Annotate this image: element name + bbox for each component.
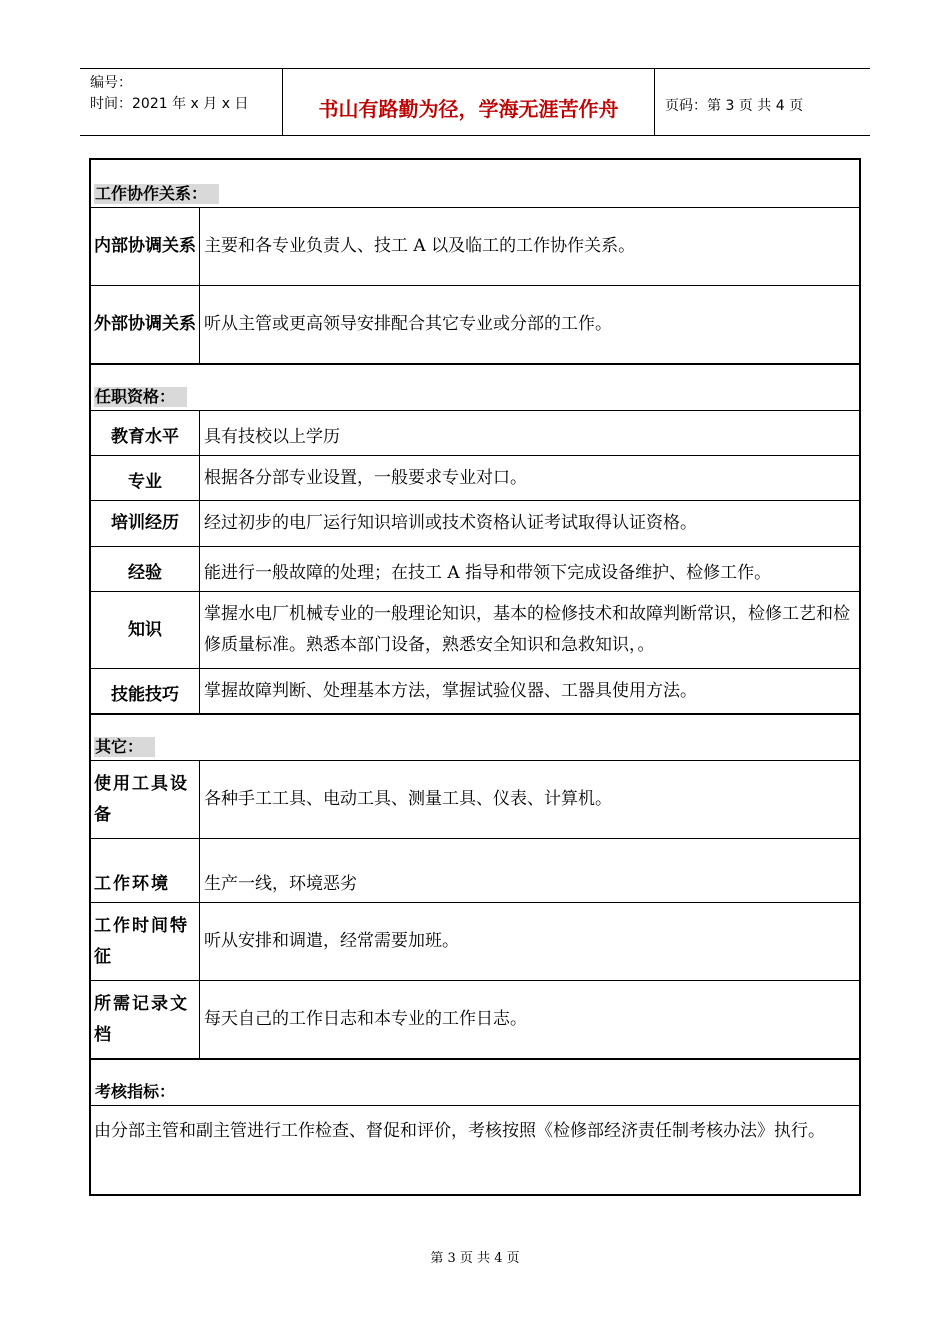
row-value: 掌握水电厂机械专业的一般理论知识，基本的检修技术和故障判断常识，检修工艺和检修质量标准。熟悉本部门设备，熟悉安全知识和急救知识，。 [204, 604, 850, 655]
row-label: 教育水平 [91, 411, 200, 455]
section-title: 考核指标： [95, 1082, 176, 1101]
row-label: 工作环境 [91, 839, 200, 902]
table-row [91, 591, 859, 668]
row-label: 培训经历 [91, 501, 200, 546]
table-row [91, 500, 859, 546]
header-meta-cell [80, 69, 283, 135]
row-value: 根据各分部专业设置，一般要求专业对口。 [204, 467, 527, 488]
row-label: 所需记录文档 [91, 981, 200, 1058]
section-header-assessment [91, 1058, 859, 1105]
table-row [91, 760, 859, 838]
row-label: 知识 [91, 592, 200, 668]
row-label: 内部协调关系 [91, 208, 200, 285]
row-value: 掌握故障判断、处理基本方法，掌握试验仪器、工器具使用方法。 [204, 680, 697, 701]
section-title: 工作协作关系： [94, 184, 219, 204]
table-row [91, 838, 859, 902]
header-page-info: 页码：第 3 页 共 4 页 [665, 98, 804, 114]
row-value: 各种手工工具、电动工具、测量工具、仪表、计算机。 [204, 789, 612, 809]
table-row [91, 207, 859, 285]
section-header-cooperation [91, 160, 859, 207]
document-number-label: 编号： [90, 75, 132, 91]
page-footer: 第 3 页 共 4 页 [430, 1251, 520, 1266]
header-motto-cell [283, 69, 655, 135]
section-title: 其它： [94, 737, 155, 757]
row-value: 听从安排和调遣，经常需要加班。 [204, 931, 459, 951]
table-row [91, 902, 859, 980]
row-label: 使用工具设备 [91, 761, 200, 838]
row-value: 具有技校以上学历 [204, 427, 340, 447]
section-title: 任职资格： [94, 387, 187, 407]
row-label: 技能技巧 [91, 669, 200, 713]
row-label: 工作时间特征 [91, 903, 200, 980]
row-value: 主要和各专业负责人、技工 A 以及临工的工作协作关系。 [204, 236, 636, 256]
row-label: 专业 [91, 456, 200, 500]
row-label: 经验 [91, 547, 200, 591]
header-motto: 书山有路勤为径，学海无涯苦作舟 [318, 97, 619, 121]
table-row [91, 546, 859, 591]
header-page-cell [655, 69, 870, 135]
row-value: 每天自己的工作日志和本专业的工作日志。 [204, 1009, 527, 1029]
table-row [91, 285, 859, 363]
assessment-text: 由分部主管和副主管进行工作检查、督促和评价，考核按照《检修部经济责任制考核办法》执行。 [94, 1121, 825, 1141]
job-description-table [89, 158, 861, 1196]
section-header-other [91, 713, 859, 760]
row-value: 听从主管或更高领导安排配合其它专业或分部的工作。 [204, 314, 612, 334]
page-header [80, 68, 870, 136]
row-value: 经过初步的电厂运行知识培训或技术资格认证考试取得认证资格。 [204, 513, 697, 533]
table-row [91, 668, 859, 713]
table-row [91, 455, 859, 500]
row-value: 生产一线，环境恶劣 [204, 874, 357, 894]
table-row [91, 980, 859, 1058]
document-date-label: 时间：2021 年 x 月 x 日 [90, 96, 249, 112]
section-header-qualification [91, 363, 859, 410]
table-row [91, 410, 859, 455]
assessment-row [91, 1105, 859, 1194]
row-value: 能进行一般故障的处理；在技工 A 指导和带领下完成设备维护、检修工作。 [204, 563, 772, 583]
row-label: 外部协调关系 [91, 286, 200, 363]
